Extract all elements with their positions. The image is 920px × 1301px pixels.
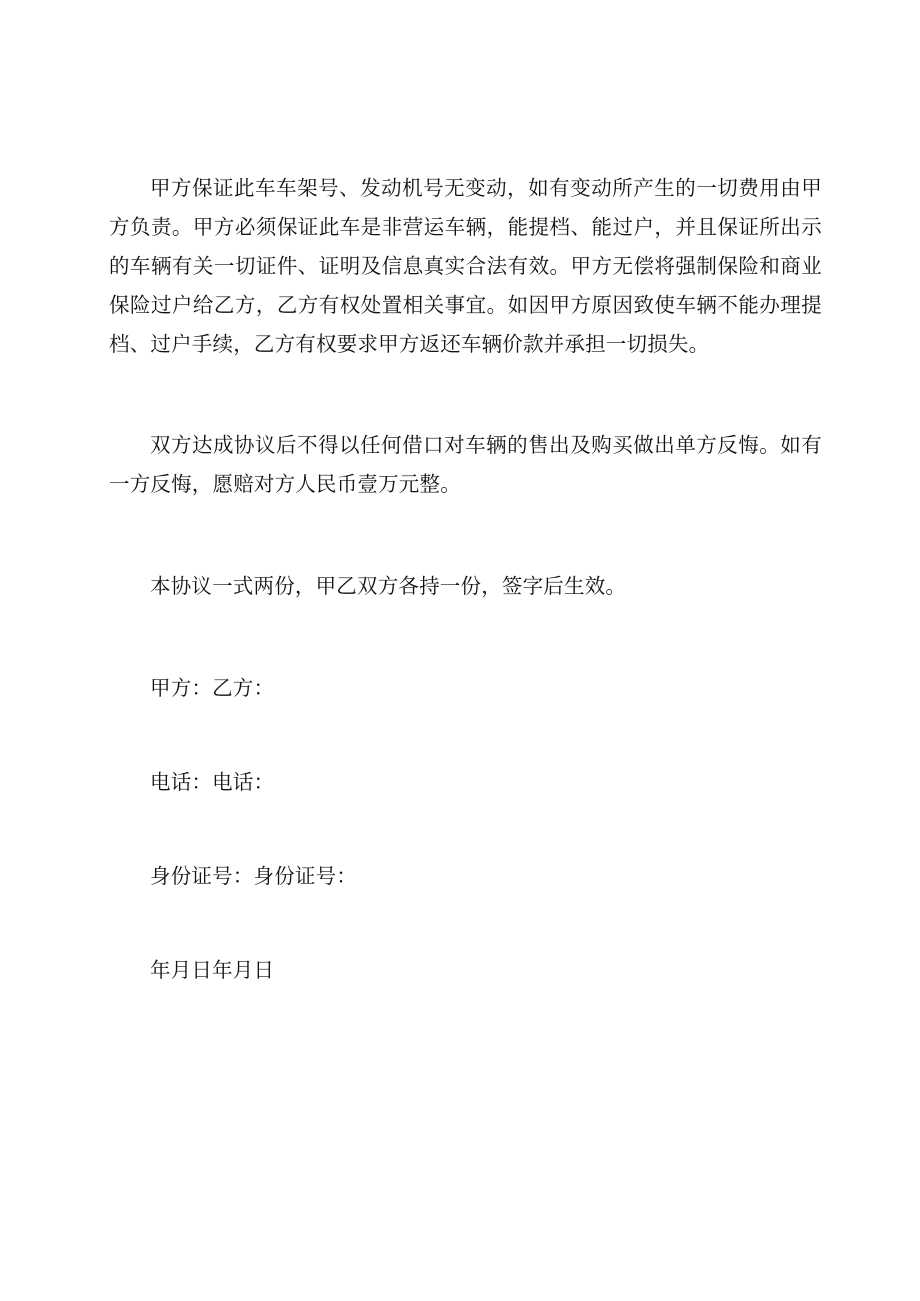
signature-parties-line: 甲方：乙方： [150, 676, 275, 700]
paragraph-vehicle-guarantee: 甲方保证此车车架号、发动机号无变动，如有变动所产生的一切费用由甲方负责。甲方必须保证此车是非营运车辆，能提档、能过户，并且保证所出示的车辆有关一切证件、证明及信息真实合法有效。甲方无偿将强制保险和商业保险过户给乙方，乙方有权处置相关事宜。如因甲方原因致使车辆不能办理提档、过户手续，乙方有权要求甲方返还车辆价款并承担一切损失。 [109, 176, 822, 356]
signature-phone-line: 电话：电话： [150, 770, 275, 794]
document-body [109, 169, 822, 990]
signature-id-number-line: 身份证号：身份证号： [150, 864, 357, 888]
paragraph-copies-clause: 本协议一式两份，甲乙双方各持一份，签字后生效。 [150, 574, 627, 598]
signature-date-line: 年月日年月日 [150, 958, 275, 982]
paragraph-no-regret-clause: 双方达成协议后不得以任何借口对车辆的售出及购买做出单方反悔。如有一方反悔，愿赔对方人民币壹万元整。 [109, 433, 822, 496]
